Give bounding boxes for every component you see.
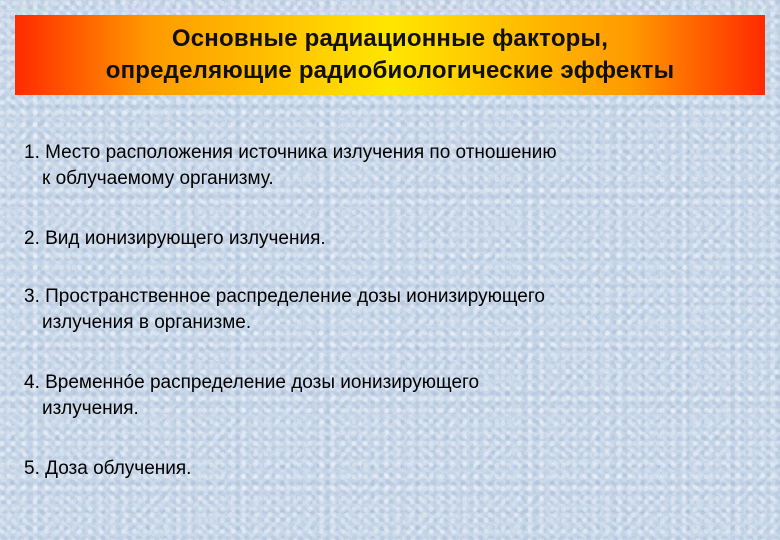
list-item-text: 1. Место расположения источника излучения по отношению <box>24 142 557 163</box>
list-item-text-continuation: излучения в организме. <box>42 312 252 333</box>
list-item-text: 5. Доза облучения. <box>24 458 192 479</box>
list-item-text: 2. Вид ионизирующего излучения. <box>24 228 326 249</box>
list-item <box>24 284 545 336</box>
title-banner <box>15 15 765 95</box>
list-item-text-continuation: излучения. <box>42 398 139 419</box>
list-item <box>24 370 479 422</box>
list-item <box>24 140 557 192</box>
list-item-text: 3. Пространственное распределение дозы ионизирующего <box>24 286 545 307</box>
slide-title-line-2: определяющие радиобиологические эффекты <box>105 57 675 84</box>
list-item <box>24 226 326 252</box>
list-item-text-continuation: к облучаемому организму. <box>42 168 274 189</box>
slide-title-line-1: Основные радиационные факторы, <box>171 25 609 52</box>
list-item-text: 4. Временнóе распределение дозы ионизирующего <box>24 372 480 393</box>
list-item <box>24 456 191 482</box>
